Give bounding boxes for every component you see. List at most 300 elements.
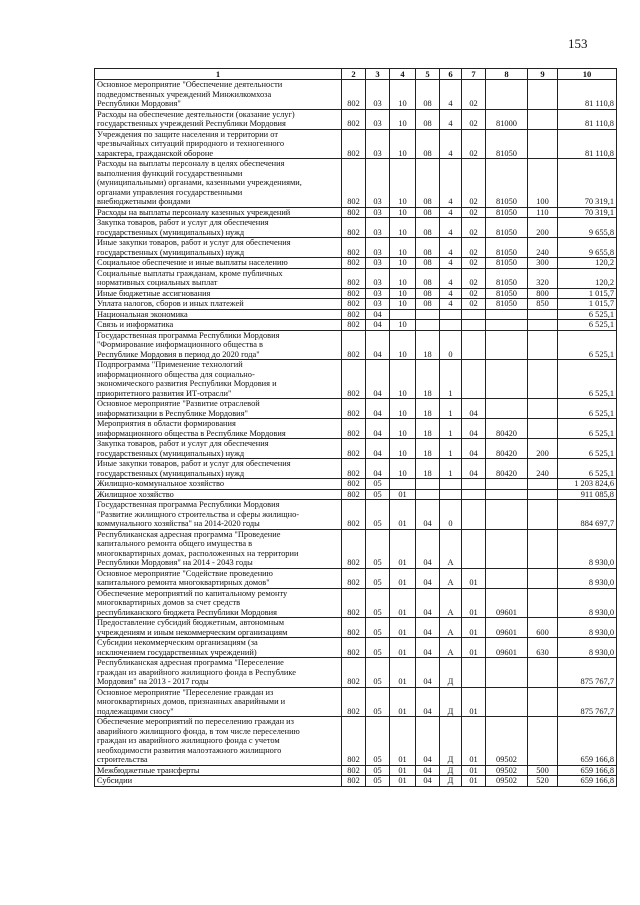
amount-cell: 875 767,7	[558, 658, 617, 688]
amount-cell: 6 525,1	[558, 419, 617, 439]
section-code-cell: 04	[366, 399, 390, 419]
column-header: 5	[416, 69, 440, 80]
event-code-cell: 04	[462, 439, 486, 459]
program-code-cell: 08	[416, 159, 440, 208]
ministry-code-cell: 802	[342, 658, 366, 688]
section-code-cell: 05	[366, 479, 390, 490]
event-code-cell: 02	[462, 129, 486, 159]
amount-cell: 6 525,1	[558, 439, 617, 459]
table-row	[95, 479, 617, 490]
subsection-code-cell: 01	[390, 765, 416, 776]
section-code-cell: 03	[366, 159, 390, 208]
subprogram-code-cell: 4	[440, 218, 462, 238]
item-name-cell: Закупка товаров, работ и услуг для обеспечения государственных (муниципальных) нужд	[95, 218, 342, 238]
event-code-cell	[462, 489, 486, 500]
event-code-cell: 01	[462, 638, 486, 658]
subprogram-code-cell: Д	[440, 717, 462, 766]
expense-type-code-cell	[528, 479, 558, 490]
expense-type-code-cell: 110	[528, 207, 558, 218]
table-row	[95, 638, 617, 658]
section-code-cell: 03	[366, 258, 390, 269]
section-code-cell: 05	[366, 776, 390, 787]
program-code-cell: 08	[416, 268, 440, 288]
direction-code-cell	[486, 309, 528, 320]
subsection-code-cell: 01	[390, 638, 416, 658]
program-code-cell: 04	[416, 500, 440, 530]
table-row	[95, 159, 617, 208]
subsection-code-cell: 10	[390, 80, 416, 110]
section-code-cell: 04	[366, 459, 390, 479]
amount-cell: 8 930,0	[558, 638, 617, 658]
event-code-cell: 02	[462, 109, 486, 129]
amount-cell: 6 525,1	[558, 320, 617, 331]
expense-type-code-cell	[528, 309, 558, 320]
table-row	[95, 268, 617, 288]
ministry-code-cell: 802	[342, 618, 366, 638]
event-code-cell: 02	[462, 288, 486, 299]
amount-cell: 659 166,8	[558, 776, 617, 787]
section-code-cell: 05	[366, 638, 390, 658]
subprogram-code-cell: 4	[440, 258, 462, 269]
subprogram-code-cell: А	[440, 568, 462, 588]
subsection-code-cell: 10	[390, 419, 416, 439]
expense-type-code-cell	[528, 80, 558, 110]
program-code-cell: 08	[416, 288, 440, 299]
program-code-cell	[416, 479, 440, 490]
program-code-cell: 08	[416, 299, 440, 310]
ministry-code-cell: 802	[342, 399, 366, 419]
expense-type-code-cell	[528, 320, 558, 331]
amount-cell: 659 166,8	[558, 765, 617, 776]
item-name-cell: Подпрограмма "Применение технологий информационного общества для социально- экономического развития Республики Мордовия и приоритетного развития ИТ-отрасли"	[95, 360, 342, 399]
item-name-cell: Социальные выплаты гражданам, кроме публичных нормативных социальных выплат	[95, 268, 342, 288]
column-header: 10	[558, 69, 617, 80]
ministry-code-cell: 802	[342, 459, 366, 479]
column-header: 3	[366, 69, 390, 80]
item-name-cell: Расходы на выплаты персоналу казенных учреждений	[95, 207, 342, 218]
amount-cell: 120,2	[558, 258, 617, 269]
subprogram-code-cell: 1	[440, 459, 462, 479]
direction-code-cell: 09601	[486, 618, 528, 638]
subprogram-code-cell: 1	[440, 360, 462, 399]
expense-type-code-cell: 200	[528, 439, 558, 459]
subprogram-code-cell	[440, 479, 462, 490]
item-name-cell: Жилищное хозяйство	[95, 489, 342, 500]
item-name-cell: Закупка товаров, работ и услуг для обеспечения государственных (муниципальных) нужд	[95, 439, 342, 459]
table-row	[95, 320, 617, 331]
direction-code-cell	[486, 529, 528, 568]
direction-code-cell	[486, 687, 528, 717]
event-code-cell: 01	[462, 687, 486, 717]
expense-type-code-cell	[528, 399, 558, 419]
subprogram-code-cell: 4	[440, 159, 462, 208]
expense-type-code-cell: 320	[528, 268, 558, 288]
table-header-row	[95, 69, 617, 80]
ministry-code-cell: 802	[342, 529, 366, 568]
program-code-cell	[416, 320, 440, 331]
section-code-cell: 05	[366, 618, 390, 638]
event-code-cell: 01	[462, 776, 486, 787]
item-name-cell: Иные закупки товаров, работ и услуг для обеспечения государственных (муниципальных) нужд	[95, 459, 342, 479]
ministry-code-cell: 802	[342, 687, 366, 717]
item-name-cell: Обеспечение мероприятий по переселению граждан из аварийного жилищного фонда, в том числе переселению граждан из аварийного жилищного фонда с учетом необходимости развития малоэтажного жилищного строительства	[95, 717, 342, 766]
item-name-cell: Республиканская адресная программа "Проведение капитального ремонта общего имущества в многоквартирных домах, расположенных на территории Республики Мордовия" на 2014 - 2043 годы	[95, 529, 342, 568]
subsection-code-cell: 10	[390, 159, 416, 208]
event-code-cell: 01	[462, 618, 486, 638]
amount-cell: 1 015,7	[558, 299, 617, 310]
amount-cell: 70 319,1	[558, 207, 617, 218]
section-code-cell: 05	[366, 568, 390, 588]
table-row	[95, 717, 617, 766]
item-name-cell: Национальная экономика	[95, 309, 342, 320]
table-row	[95, 588, 617, 618]
item-name-cell: Социальное обеспечение и иные выплаты населению	[95, 258, 342, 269]
subsection-code-cell: 01	[390, 568, 416, 588]
table-row	[95, 419, 617, 439]
amount-cell: 875 767,7	[558, 687, 617, 717]
table-row	[95, 109, 617, 129]
program-code-cell: 18	[416, 459, 440, 479]
expense-type-code-cell: 630	[528, 638, 558, 658]
expense-type-code-cell	[528, 588, 558, 618]
subsection-code-cell: 01	[390, 658, 416, 688]
table-row	[95, 618, 617, 638]
ministry-code-cell: 802	[342, 419, 366, 439]
program-code-cell: 08	[416, 258, 440, 269]
program-code-cell	[416, 309, 440, 320]
item-name-cell: Республиканская адресная программа "Переселение граждан из аварийного жилищного фонда в Республике Мордовия" на 2013 - 2017 годы	[95, 658, 342, 688]
amount-cell: 81 110,8	[558, 109, 617, 129]
subprogram-code-cell	[440, 489, 462, 500]
subsection-code-cell: 01	[390, 717, 416, 766]
event-code-cell	[462, 500, 486, 530]
program-code-cell: 08	[416, 129, 440, 159]
direction-code-cell: 09502	[486, 765, 528, 776]
table-row	[95, 489, 617, 500]
expense-type-code-cell: 240	[528, 459, 558, 479]
subsection-code-cell: 10	[390, 360, 416, 399]
amount-cell: 6 525,1	[558, 309, 617, 320]
ministry-code-cell: 802	[342, 568, 366, 588]
expense-type-code-cell	[528, 717, 558, 766]
direction-code-cell: 80420	[486, 459, 528, 479]
subsection-code-cell: 10	[390, 129, 416, 159]
section-code-cell: 04	[366, 330, 390, 360]
event-code-cell: 02	[462, 159, 486, 208]
ministry-code-cell: 802	[342, 238, 366, 258]
event-code-cell	[462, 658, 486, 688]
section-code-cell: 05	[366, 687, 390, 717]
event-code-cell: 04	[462, 459, 486, 479]
item-name-cell: Обеспечение мероприятий по капитальному ремонту многоквартирных домов за счет средств республиканского бюджета Республики Мордовия	[95, 588, 342, 618]
direction-code-cell	[486, 500, 528, 530]
program-code-cell: 08	[416, 238, 440, 258]
subprogram-code-cell: 1	[440, 399, 462, 419]
amount-cell: 6 525,1	[558, 330, 617, 360]
section-code-cell: 03	[366, 218, 390, 238]
expense-type-code-cell: 500	[528, 765, 558, 776]
expense-type-code-cell: 240	[528, 238, 558, 258]
column-header: 7	[462, 69, 486, 80]
ministry-code-cell: 802	[342, 299, 366, 310]
item-name-cell: Основное мероприятие "Развитие отраслевой информатизации в Республике Мордовия"	[95, 399, 342, 419]
subprogram-code-cell: 4	[440, 80, 462, 110]
event-code-cell	[462, 309, 486, 320]
subsection-code-cell: 10	[390, 258, 416, 269]
event-code-cell: 02	[462, 207, 486, 218]
column-header: 9	[528, 69, 558, 80]
table-row	[95, 568, 617, 588]
subsection-code-cell: 10	[390, 439, 416, 459]
table-row	[95, 129, 617, 159]
table-row	[95, 258, 617, 269]
item-name-cell: Расходы на обеспечение деятельности (оказание услуг) государственных учреждений Республики Мордовия	[95, 109, 342, 129]
subprogram-code-cell: 1	[440, 419, 462, 439]
subsection-code-cell: 10	[390, 268, 416, 288]
direction-code-cell: 81000	[486, 109, 528, 129]
direction-code-cell: 09502	[486, 776, 528, 787]
amount-cell: 659 166,8	[558, 717, 617, 766]
item-name-cell: Основное мероприятие "Обеспечение деятельности подведомственных учреждений Минжилкомхоза Республики Мордовия"	[95, 80, 342, 110]
item-name-cell: Предоставление субсидий бюджетным, автономным учреждениям и иным некоммерческим организациям	[95, 618, 342, 638]
table-row	[95, 80, 617, 110]
amount-cell: 9 655,8	[558, 218, 617, 238]
table-row	[95, 399, 617, 419]
table-row	[95, 439, 617, 459]
subprogram-code-cell: 4	[440, 238, 462, 258]
subprogram-code-cell: 4	[440, 268, 462, 288]
table-row	[95, 776, 617, 787]
subprogram-code-cell: 1	[440, 439, 462, 459]
table-row	[95, 687, 617, 717]
ministry-code-cell: 802	[342, 268, 366, 288]
direction-code-cell	[486, 330, 528, 360]
direction-code-cell: 81050	[486, 159, 528, 208]
direction-code-cell: 81050	[486, 268, 528, 288]
item-name-cell: Субсидии	[95, 776, 342, 787]
direction-code-cell: 09601	[486, 638, 528, 658]
event-code-cell: 02	[462, 299, 486, 310]
subsection-code-cell: 01	[390, 588, 416, 618]
ministry-code-cell: 802	[342, 207, 366, 218]
event-code-cell: 04	[462, 419, 486, 439]
event-code-cell	[462, 479, 486, 490]
direction-code-cell: 81050	[486, 258, 528, 269]
ministry-code-cell: 802	[342, 320, 366, 331]
amount-cell: 81 110,8	[558, 129, 617, 159]
subprogram-code-cell: 4	[440, 207, 462, 218]
section-code-cell: 05	[366, 658, 390, 688]
section-code-cell: 05	[366, 489, 390, 500]
ministry-code-cell: 802	[342, 309, 366, 320]
section-code-cell: 04	[366, 309, 390, 320]
section-code-cell: 03	[366, 288, 390, 299]
expense-type-code-cell	[528, 500, 558, 530]
table-row	[95, 765, 617, 776]
amount-cell: 911 085,8	[558, 489, 617, 500]
expense-type-code-cell: 300	[528, 258, 558, 269]
ministry-code-cell: 802	[342, 330, 366, 360]
subprogram-code-cell	[440, 309, 462, 320]
table-row	[95, 218, 617, 238]
subsection-code-cell: 10	[390, 320, 416, 331]
direction-code-cell: 09502	[486, 717, 528, 766]
program-code-cell: 18	[416, 399, 440, 419]
ministry-code-cell: 802	[342, 218, 366, 238]
direction-code-cell	[486, 80, 528, 110]
amount-cell: 120,2	[558, 268, 617, 288]
program-code-cell: 04	[416, 765, 440, 776]
program-code-cell: 04	[416, 658, 440, 688]
program-code-cell: 18	[416, 439, 440, 459]
item-name-cell: Связь и информатика	[95, 320, 342, 331]
amount-cell: 8 930,0	[558, 588, 617, 618]
direction-code-cell: 80420	[486, 419, 528, 439]
subprogram-code-cell: Д	[440, 776, 462, 787]
expense-type-code-cell	[528, 129, 558, 159]
expense-type-code-cell	[528, 109, 558, 129]
ministry-code-cell: 802	[342, 439, 366, 459]
ministry-code-cell: 802	[342, 258, 366, 269]
subprogram-code-cell	[440, 320, 462, 331]
column-header: 1	[95, 69, 342, 80]
event-code-cell: 01	[462, 765, 486, 776]
column-header: 2	[342, 69, 366, 80]
table-row	[95, 658, 617, 688]
item-name-cell: Расходы на выплаты персоналу в целях обеспечения выполнения функций государственными (муниципальными) органами, казенными учреждениями, органами управления государственными внебюджетными фондами	[95, 159, 342, 208]
ministry-code-cell: 802	[342, 765, 366, 776]
subsection-code-cell: 01	[390, 500, 416, 530]
subprogram-code-cell: Д	[440, 687, 462, 717]
subprogram-code-cell: Д	[440, 658, 462, 688]
direction-code-cell: 81050	[486, 207, 528, 218]
ministry-code-cell: 802	[342, 360, 366, 399]
subsection-code-cell: 10	[390, 109, 416, 129]
direction-code-cell	[486, 658, 528, 688]
expense-type-code-cell	[528, 687, 558, 717]
table-row	[95, 330, 617, 360]
direction-code-cell: 81050	[486, 218, 528, 238]
item-name-cell: Межбюджетные трансферты	[95, 765, 342, 776]
ministry-code-cell: 802	[342, 489, 366, 500]
subprogram-code-cell: 0	[440, 500, 462, 530]
item-name-cell: Уплата налогов, сборов и иных платежей	[95, 299, 342, 310]
subprogram-code-cell: 0	[440, 330, 462, 360]
budget-table	[94, 68, 617, 787]
section-code-cell: 03	[366, 80, 390, 110]
subsection-code-cell: 10	[390, 330, 416, 360]
amount-cell: 8 930,0	[558, 568, 617, 588]
item-name-cell: Жилищно-коммунальное хозяйство	[95, 479, 342, 490]
item-name-cell: Государственная программа Республики Мордовия "Формирование информационного общества в Республике Мордовия в период до 2020 года"	[95, 330, 342, 360]
ministry-code-cell: 802	[342, 159, 366, 208]
program-code-cell: 04	[416, 638, 440, 658]
amount-cell: 8 930,0	[558, 618, 617, 638]
program-code-cell: 04	[416, 568, 440, 588]
section-code-cell: 05	[366, 765, 390, 776]
table-row	[95, 360, 617, 399]
section-code-cell: 03	[366, 129, 390, 159]
item-name-cell: Мероприятия в области формирования информационного общества в Республике Мордовия	[95, 419, 342, 439]
subprogram-code-cell: А	[440, 638, 462, 658]
amount-cell: 9 655,8	[558, 238, 617, 258]
section-code-cell: 03	[366, 268, 390, 288]
table-row	[95, 529, 617, 568]
section-code-cell: 03	[366, 238, 390, 258]
subsection-code-cell: 10	[390, 238, 416, 258]
subsection-code-cell: 01	[390, 529, 416, 568]
expense-type-code-cell: 850	[528, 299, 558, 310]
event-code-cell: 02	[462, 80, 486, 110]
item-name-cell: Субсидии некоммерческим организациям (за исключением государственных учреждений)	[95, 638, 342, 658]
event-code-cell: 01	[462, 588, 486, 618]
expense-type-code-cell	[528, 489, 558, 500]
section-code-cell: 05	[366, 717, 390, 766]
event-code-cell: 04	[462, 399, 486, 419]
subsection-code-cell	[390, 479, 416, 490]
amount-cell: 884 697,7	[558, 500, 617, 530]
program-code-cell: 08	[416, 218, 440, 238]
direction-code-cell: 80420	[486, 439, 528, 459]
item-name-cell: Иные закупки товаров, работ и услуг для обеспечения государственных (муниципальных) нужд	[95, 238, 342, 258]
subprogram-code-cell: 4	[440, 299, 462, 310]
event-code-cell: 01	[462, 717, 486, 766]
table-body	[95, 80, 617, 787]
event-code-cell: 02	[462, 238, 486, 258]
expense-type-code-cell: 200	[528, 218, 558, 238]
column-header: 6	[440, 69, 462, 80]
table-row	[95, 288, 617, 299]
program-code-cell: 04	[416, 618, 440, 638]
amount-cell: 6 525,1	[558, 360, 617, 399]
column-header: 4	[390, 69, 416, 80]
amount-cell: 6 525,1	[558, 399, 617, 419]
event-code-cell	[462, 320, 486, 331]
subprogram-code-cell: 4	[440, 288, 462, 299]
amount-cell: 81 110,8	[558, 80, 617, 110]
table-row	[95, 207, 617, 218]
table-row	[95, 238, 617, 258]
section-code-cell: 04	[366, 360, 390, 399]
section-code-cell: 05	[366, 500, 390, 530]
section-code-cell: 03	[366, 109, 390, 129]
page-number: 153	[568, 36, 588, 51]
expense-type-code-cell	[528, 330, 558, 360]
table-row	[95, 309, 617, 320]
subprogram-code-cell: 4	[440, 129, 462, 159]
program-code-cell	[416, 489, 440, 500]
event-code-cell: 02	[462, 268, 486, 288]
direction-code-cell	[486, 399, 528, 419]
program-code-cell: 08	[416, 109, 440, 129]
item-name-cell: Учреждения по защите населения и территории от чрезвычайных ситуаций природного и техногенного характера, гражданской обороне	[95, 129, 342, 159]
ministry-code-cell: 802	[342, 288, 366, 299]
section-code-cell: 05	[366, 588, 390, 618]
expense-type-code-cell: 520	[528, 776, 558, 787]
direction-code-cell: 81050	[486, 129, 528, 159]
subsection-code-cell: 10	[390, 299, 416, 310]
subsection-code-cell: 10	[390, 288, 416, 299]
program-code-cell: 04	[416, 717, 440, 766]
column-header: 8	[486, 69, 528, 80]
program-code-cell: 04	[416, 588, 440, 618]
amount-cell: 1 015,7	[558, 288, 617, 299]
program-code-cell: 18	[416, 419, 440, 439]
ministry-code-cell: 802	[342, 80, 366, 110]
program-code-cell: 04	[416, 687, 440, 717]
expense-type-code-cell	[528, 658, 558, 688]
ministry-code-cell: 802	[342, 109, 366, 129]
